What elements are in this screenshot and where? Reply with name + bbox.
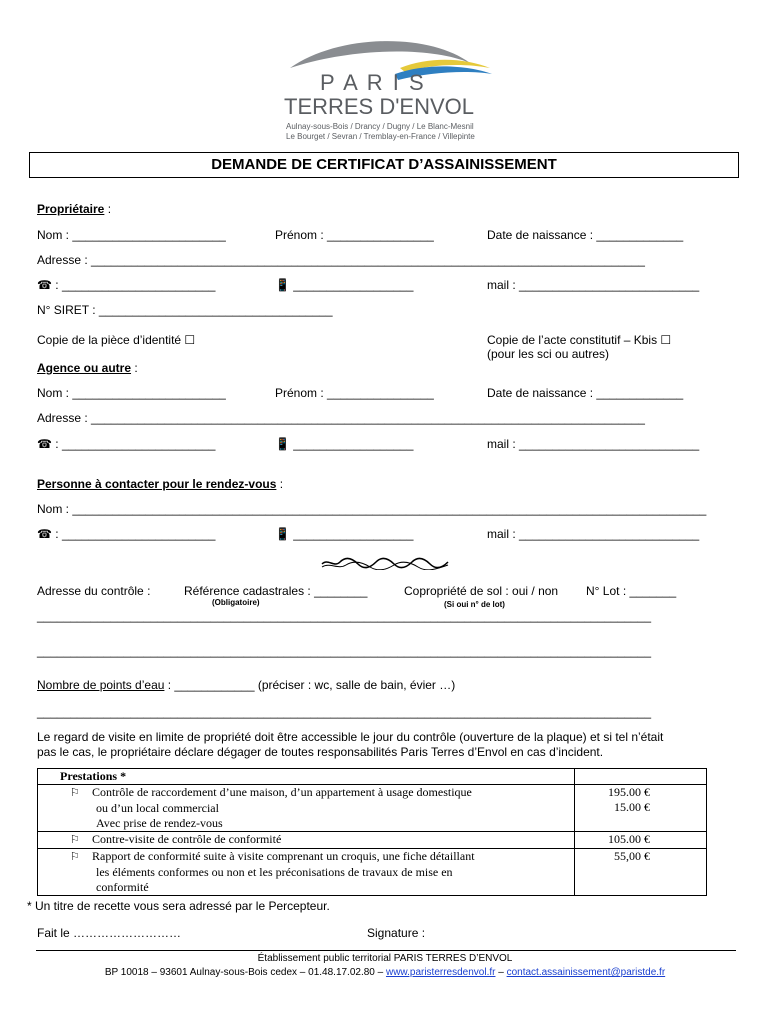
owner-phone[interactable]: ☎ : _______________________ [37, 278, 216, 292]
fait-le-field[interactable]: Fait le ……………………… [37, 926, 182, 940]
control-address-label: Adresse du contrôle : [37, 584, 151, 598]
prestations-table [37, 768, 707, 896]
control-line-2[interactable]: ____________________________________________________________________________________________ [37, 644, 651, 658]
agency-address[interactable]: Adresse : ___________________________________________________________________________________ [37, 411, 645, 425]
agency-mail[interactable]: mail : ___________________________ [487, 437, 700, 451]
flag-icon: ⚐ [70, 834, 80, 846]
flag-icon: ⚐ [70, 787, 80, 799]
agency-heading: Agence ou autre [37, 361, 132, 375]
water-points-line[interactable]: ____________________________________________________________________________________________ [37, 705, 651, 719]
footnote: * Un titre de recette vous sera adressé par le Percepteur. [27, 899, 330, 913]
website-link[interactable]: www.paristerresdenvol.fr [385, 967, 496, 978]
contact-heading: Personne à contacter pour le rendez-vous [37, 477, 277, 491]
logo-line4: Le Bourget / Sevran / Tremblay-en-France / Villepinte [286, 132, 475, 141]
owner-id-copy-checkbox[interactable]: Copie de la pièce d’identité ☐ [37, 333, 196, 347]
signature-field[interactable]: Signature : [367, 926, 426, 940]
flag-icon: ⚐ [70, 851, 80, 863]
table-row: ⚐ Contrôle de raccordement d’une maison, d’un appartement à usage domestique ou d’un local commercial Avec prise de rendez-vous 195.00 € 15.00 € [38, 785, 707, 832]
logo-line2: TERRES D'ENVOL [284, 94, 475, 119]
footer-line-2: BP 10018 – 93601 Aulnay-sous-Bois cedex – 01.48.17.02.80 – www.paristerresdenvol.fr – contact.assainissement@paristde.fr [104, 967, 666, 978]
price: 55,00 € [614, 849, 650, 863]
agency-prenom[interactable]: Prénom : ________________ [275, 386, 434, 400]
water-points-row[interactable]: Nombre de points d’eau : ____________ (préciser : wc, salle de bain, évier …) [37, 678, 456, 692]
notice-line-1: Le regard de visite en limite de propriété doit être accessible le jour du contrôle (ouverture de la plaque) et si tel n’était [37, 730, 664, 744]
price: 105.00 € [608, 832, 650, 846]
notice-line-2: pas le cas, le propriétaire déclare dégager de toutes responsabilités Paris Terres d’Envol en cas d’incident. [37, 745, 604, 759]
owner-mail[interactable]: mail : ___________________________ [487, 278, 700, 292]
price: 15.00 € [614, 800, 650, 814]
owner-address[interactable]: Adresse : ___________________________________________________________________________________ [37, 253, 645, 267]
logo-line1: P A R I S [320, 70, 426, 95]
control-lot[interactable]: N° Lot : _______ [586, 584, 677, 598]
table-row: ⚐ Contre-visite de contrôle de conformité 105.00 € [38, 832, 707, 849]
table-row [38, 769, 707, 785]
footer-line-1: Établissement public territorial PARIS TERRES D’ENVOL [257, 953, 513, 964]
agency-mobile[interactable]: 📱 __________________ [275, 437, 414, 451]
agency-heading-row: Agence ou autre : [37, 361, 138, 375]
table-row: ⚐ Rapport de conformité suite à visite comprenant un croquis, une fiche détaillant les éléments conformes ou non et les préconisations de travaux de mise en conformité 55,00 € [38, 849, 707, 896]
control-copro[interactable]: Copropriété de sol : oui / non [404, 584, 559, 598]
owner-kbis-checkbox[interactable]: Copie de l’acte constitutif – Kbis ☐ [487, 333, 672, 347]
contact-heading-row: Personne à contacter pour le rendez-vous : [37, 477, 284, 491]
owner-prenom[interactable]: Prénom : ________________ [275, 228, 434, 242]
contact-mail[interactable]: mail : ___________________________ [487, 527, 700, 541]
price: 195.00 € [608, 785, 650, 799]
logo-line3: Aulnay-sous-Bois / Drancy / Dugny / Le Blanc-Mesnil [286, 122, 474, 131]
owner-mobile[interactable]: 📱 __________________ [275, 278, 414, 292]
page-title: DEMANDE DE CERTIFICAT D’ASSAINISSEMENT [29, 152, 739, 178]
prestations-heading: Prestations * [38, 769, 575, 785]
agency-phone[interactable]: ☎ : _______________________ [37, 437, 216, 451]
agency-birth[interactable]: Date de naissance : _____________ [487, 386, 684, 400]
control-cadastral-note: (Obligatoire) [212, 598, 260, 607]
logo [280, 38, 495, 146]
owner-heading: Propriétaire [37, 202, 105, 216]
contact-phone[interactable]: ☎ : _______________________ [37, 527, 216, 541]
owner-kbis-note: (pour les sci ou autres) [487, 347, 610, 361]
control-line-1[interactable]: ____________________________________________________________________________________________ [37, 609, 651, 623]
owner-siret[interactable]: N° SIRET : ___________________________________ [37, 303, 333, 317]
water-points-label: Nombre de points d’eau [37, 678, 165, 692]
agency-nom[interactable]: Nom : _______________________ [37, 386, 226, 400]
decorative-divider-icon [320, 556, 450, 570]
control-copro-note: (Si oui n° de lot) [444, 600, 505, 609]
owner-birth[interactable]: Date de naissance : _____________ [487, 228, 684, 242]
footer-divider [36, 950, 736, 951]
contact-mobile[interactable]: 📱 __________________ [275, 527, 414, 541]
contact-nom[interactable]: Nom : _______________________________________________________________________________________________ [37, 502, 707, 516]
owner-heading-row: Propriétaire : [37, 202, 112, 216]
email-link[interactable]: contact.assainissement@paristde.fr [506, 967, 666, 978]
control-cadastral[interactable]: Référence cadastrales : ________ [184, 584, 368, 598]
owner-nom[interactable]: Nom : _______________________ [37, 228, 226, 242]
